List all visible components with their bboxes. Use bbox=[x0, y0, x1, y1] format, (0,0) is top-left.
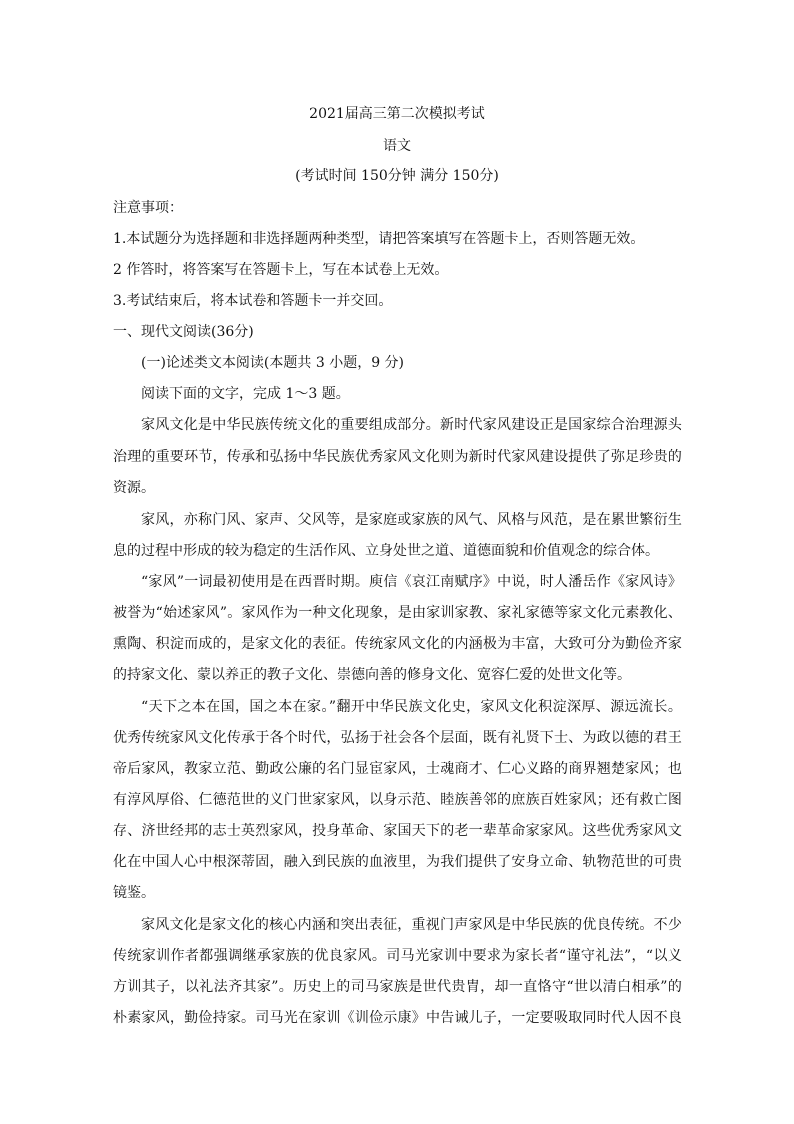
passage-line: 被誉为“始述家风”。家风作为一种文化现象，是由家训家教、家礼家德等家文化元素教化、 bbox=[113, 605, 682, 621]
passage-line: 化在中国人心中根深蒂固，融入到民族的血液里，为我们提供了安身立命、轨物范世的可贵 bbox=[113, 854, 682, 870]
passage-line: 优秀传统家风文化传承于各个时代，弘扬于社会各个层面，既有礼贤下士、为政以德的君王 bbox=[113, 730, 682, 746]
passage-line: “家风”一词最初使用是在西晋时期。庾信《哀江南赋序》中说，时人潘岳作《家风诗》 bbox=[141, 574, 682, 590]
passage-line: 治理的重要环节，传承和弘扬中华民族优秀家风文化则为新时代家风建设提供了弥足珍贵的 bbox=[113, 449, 682, 465]
subject-title: 语文 bbox=[383, 138, 411, 154]
passage-line: 传统家训作者都强调继承家族的优良家风。司马光家训中要求为家长者“谨守礼法”，“以义 bbox=[113, 948, 682, 964]
notice-heading: 注意事项： bbox=[113, 200, 183, 216]
notice-item: 1.本试题分为选择题和非选择题两种类型，请把答案填写在答题卡上，否则答题无效。 bbox=[113, 231, 645, 247]
passage-line: 有淳风厚俗、仁德范世的义门世家家风，以身示范、睦族善邻的庶族百姓家风；还有救亡图 bbox=[113, 792, 682, 808]
passage-line: 家风文化是家文化的核心内涵和突出表征，重视门声家风是中华民族的优良传统。不少 bbox=[141, 917, 682, 933]
passage-line: “天下之本在国，国之本在家。”翻开中华民族文化史，家风文化积淀深厚、源远流长。 bbox=[141, 699, 682, 715]
notice-item: 3.考试结束后，将本试卷和答题卡一并交回。 bbox=[113, 293, 393, 309]
passage-line: 帝后家风，教家立范、勤政公廉的名门显宦家风，士魂商才、仁心义路的商界翘楚家风；也 bbox=[113, 761, 682, 777]
passage-line: 家风文化是中华民族传统文化的重要组成部分。新时代家风建设正是国家综合治理源头 bbox=[141, 417, 682, 433]
exam-title: 2021届高三第二次模拟考试 bbox=[309, 106, 485, 122]
time-info: (考试时间 150分钟 满分 150分) bbox=[295, 168, 499, 184]
passage-line: 息的过程中形成的较为稳定的生活作风、立身处世之道、道德面貌和价值观念的综合体。 bbox=[113, 543, 659, 559]
passage-line: 方训其子，以礼法齐其家”。历史上的司马家族是世代贵胄，却一直恪守“世以清白相承”的 bbox=[113, 979, 682, 995]
subsection-title: (一)论述类文本阅读(本题共 3 小题，9 分) bbox=[141, 355, 405, 371]
notice-item: 2 作答时，将答案写在答题卡上，写在本试卷上无效。 bbox=[113, 262, 449, 278]
section-title: 一、现代文阅读(36分) bbox=[113, 324, 254, 340]
passage-line: 资源。 bbox=[113, 480, 155, 496]
passage-line: 存、济世经邦的志士英烈家风，投身革命、家国天下的老一辈革命家家风。这些优秀家风文 bbox=[113, 823, 682, 839]
passage-line: 镜鉴。 bbox=[113, 885, 155, 901]
passage-line: 家风，亦称门风、家声、父风等，是家庭或家族的风气、风格与风范，是在累世繁衍生 bbox=[141, 512, 682, 528]
passage-line: 熏陶、积淀而成的，是家文化的表征。传统家风文化的内涵极为丰富，大致可分为勤俭齐家 bbox=[113, 636, 682, 652]
passage-line: 朴素家风，勤俭持家。司马光在家训《训俭示康》中告诫儿子，一定要吸取同时代人因不良 bbox=[113, 1010, 682, 1026]
instruction-text: 阅读下面的文字，完成 1～3 题。 bbox=[141, 386, 350, 402]
passage-line: 的持家文化、蒙以养正的教子文化、崇德向善的修身文化、宽容仁爱的处世文化等。 bbox=[113, 667, 631, 683]
